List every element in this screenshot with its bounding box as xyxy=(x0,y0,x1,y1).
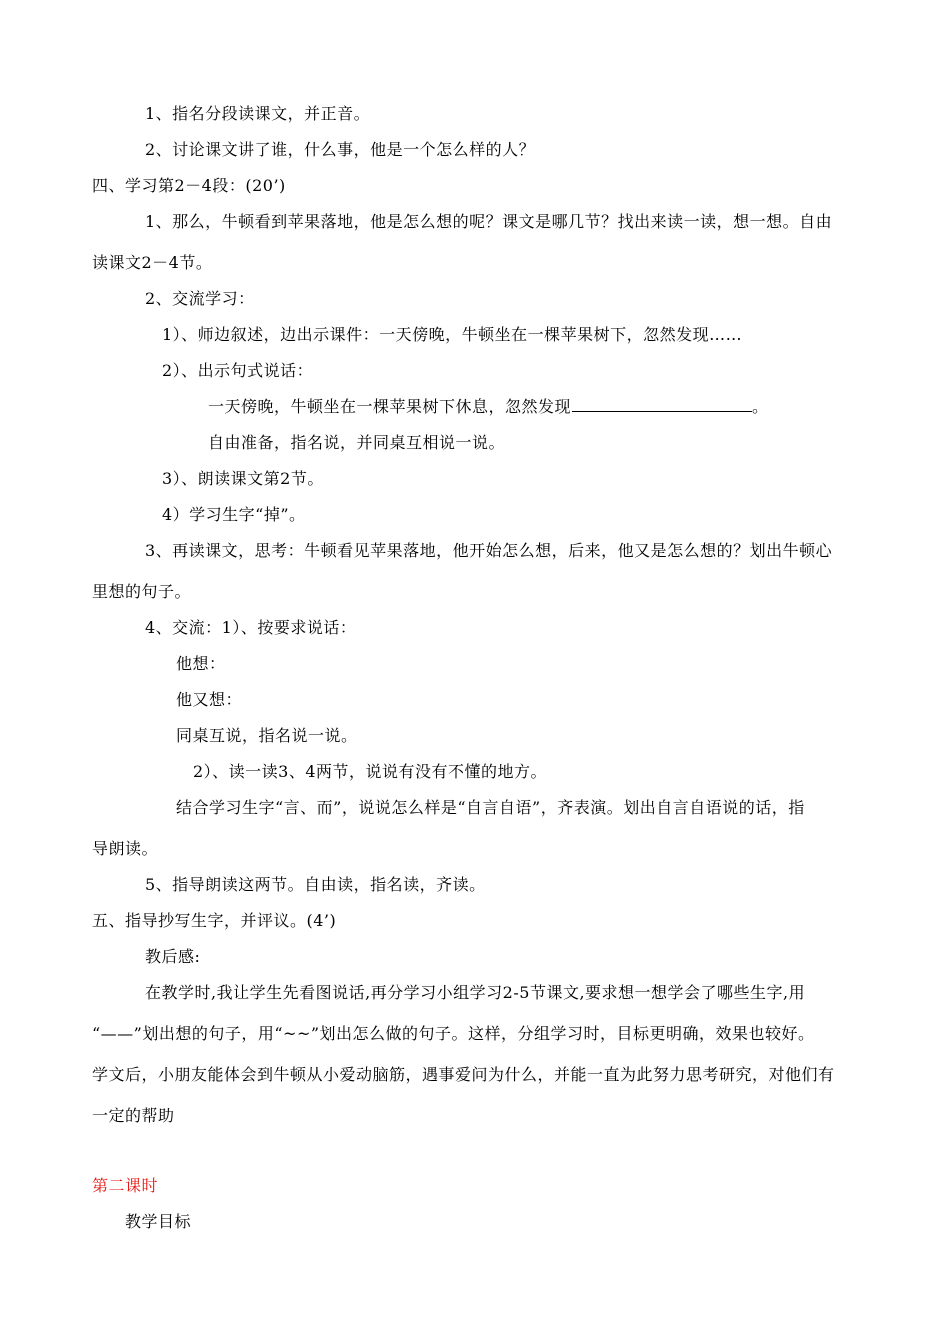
he-thought-again: 他又想： xyxy=(176,690,243,709)
sentence-pattern xyxy=(208,397,769,417)
he-thought: 他想： xyxy=(176,654,226,673)
peer-say: 同桌互说，指名说一说。 xyxy=(176,726,358,745)
step-2-discuss: 2、讨论课文讲了谁，什么事，他是一个怎么样的人？ xyxy=(145,140,536,159)
section-4-item-4: 4、交流：1）、按要求说话： xyxy=(145,618,357,637)
sub-item-1: 1）、师边叙述，边出示课件：一天傍晚，牛顿坐在一棵苹果树下，忽然发现…… xyxy=(162,325,743,344)
reflection-line-3: 学文后，小朋友能体会到牛顿从小爱动脑筋，遇事爱问为什么，并能一直为此努力思考研究，对他们有 xyxy=(92,1065,835,1084)
free-prepare: 自由准备，指名说，并同桌互相说一说。 xyxy=(208,433,506,452)
section-4-item-1-part1: 1、那么，牛顿看到苹果落地，他是怎么想的呢？课文是哪几节？找出来读一读，想一想。自由 xyxy=(145,212,833,231)
reflection-heading: 教后感: xyxy=(145,947,201,966)
section-4-item-5: 5、指导朗读这两节。自由读，指名读，齐读。 xyxy=(145,875,486,894)
sentence-end: 。 xyxy=(752,397,769,416)
step-1-read: 1、指名分段读课文，并正音。 xyxy=(145,104,371,123)
combine-learning-part2: 导朗读。 xyxy=(92,839,159,858)
section-4-item-3-part1: 3、再读课文，思考：牛顿看见苹果落地，他开始怎么想，后来，他又是怎么想的？划出牛顿心 xyxy=(145,541,833,560)
section-4-item-2: 2、交流学习： xyxy=(145,289,255,308)
section-4-item-3-part2: 里想的句子。 xyxy=(92,582,192,601)
reflection-line-4: 一定的帮助 xyxy=(92,1106,175,1125)
sub-item-4: 4）学习生字“掉”。 xyxy=(162,505,306,524)
sub-item-3: 3）、朗读课文第2节。 xyxy=(162,469,324,488)
section-5-heading: 五、指导抄写生字，并评议。(4’) xyxy=(92,911,337,930)
combine-learning-part1: 结合学习生字“言、而”，说说怎么样是“自言自语”，齐表演。划出自言自语说的话，指 xyxy=(176,798,805,817)
sentence-pattern-text: 一天傍晚，牛顿坐在一棵苹果树下休息，忽然发现 xyxy=(208,397,572,416)
reflection-line-2: “——”划出想的句子，用“~~”划出怎么做的句子。这样，分组学习时，目标更明确，效果也较好。 xyxy=(92,1024,815,1043)
lesson-2-heading: 第二课时 xyxy=(92,1176,159,1195)
section-4-item-1-part2: 读课文2－4节。 xyxy=(92,253,213,272)
sub-item-2: 2）、出示句式说话： xyxy=(162,361,314,380)
reflection-line-1: 在教学时,我让学生先看图说话,再分学习小组学习2-5节课文,要求想一想学会了哪些生字,用 xyxy=(145,983,806,1002)
teaching-goals: 教学目标 xyxy=(125,1212,192,1231)
section-4-heading: 四、学习第2－4段：(20’) xyxy=(92,176,286,195)
fill-in-blank xyxy=(572,397,752,412)
sub-item-read-3-4: 2）、读一读3、4两节，说说有没有不懂的地方。 xyxy=(193,762,548,781)
